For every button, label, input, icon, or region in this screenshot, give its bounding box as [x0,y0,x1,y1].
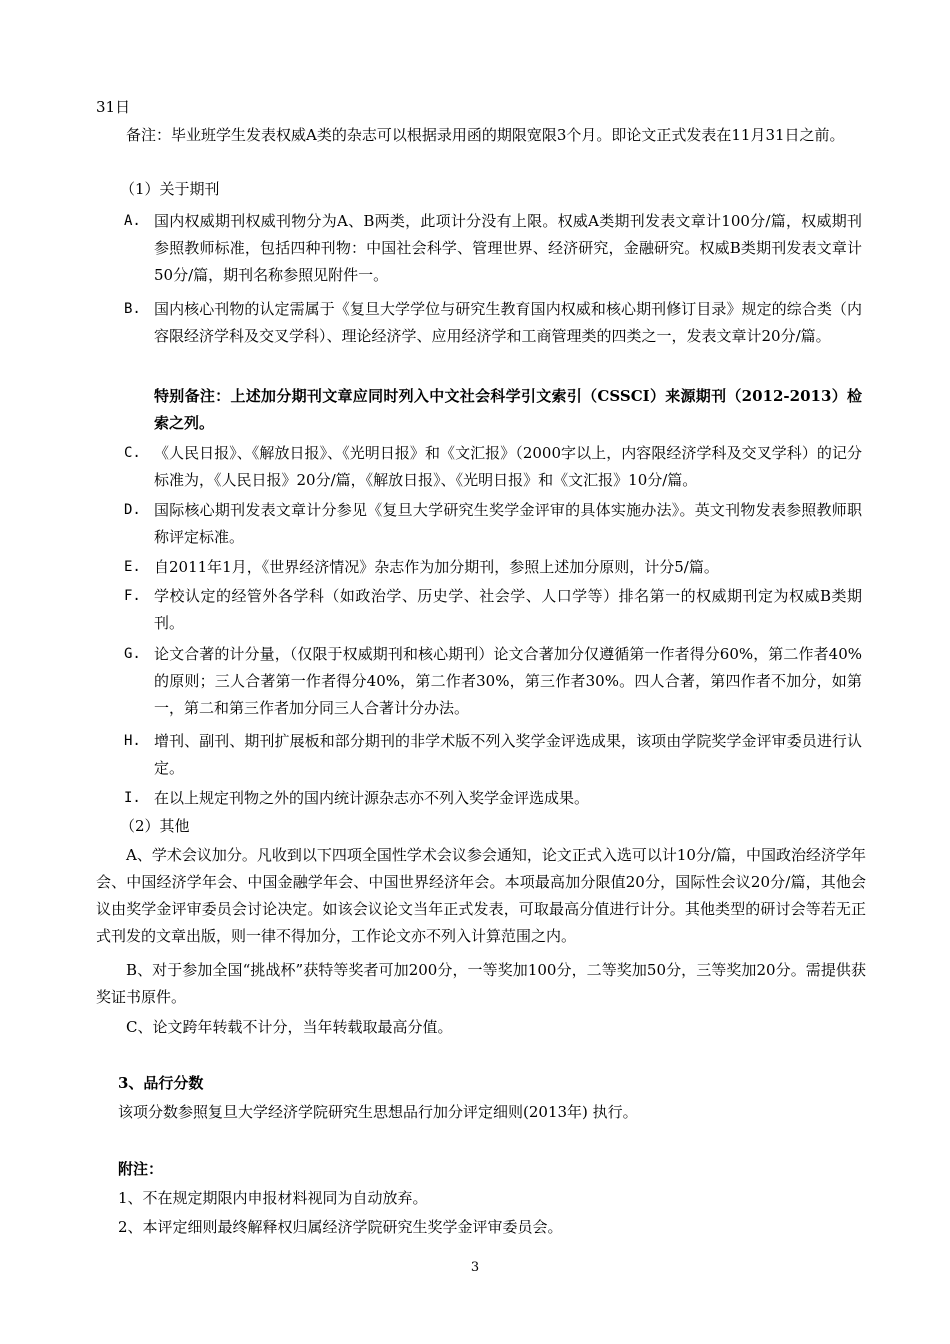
section-heading: 3、品行分数 [118,1074,204,1092]
reprint-paragraph: C、论文跨年转载不计分，当年转载取最高分值。 [126,1018,453,1036]
list-item-text: 自2011年1月，《世界经济情况》杂志作为加分期刊，参照上述加分原则，计分5/篇。 [154,558,719,576]
note-item: 1、不在规定期限内申报材料视同为自动放弃。 [118,1189,428,1207]
list-marker: F. [124,588,141,604]
page-number: 3 [470,1260,480,1275]
note-item: 2、本评定细则最终解释权归属经济学院研究生奖学金评审委员会。 [118,1218,563,1236]
list-item-text: 国际核心期刊发表文章计分参见《复旦大学研究生奖学金评审的具体实施办法》。英文刊物发表参照教师职称评定标准。 [154,501,862,546]
list-marker: C. [124,445,141,461]
list-marker: A. [124,213,141,229]
list-marker: I. [124,790,141,806]
remark-paragraph: 备注：毕业班学生发表权威A类的杂志可以根据录用函的期限宽限3个月。即论文正式发表在11月31日之前。 [126,126,845,144]
subsection-other: （2）其他 [120,817,190,835]
special-note-text: 特别备注：上述加分期刊文章应同时列入中文社会科学引文索引（CSSCI）来源期刊（2012-2013）检索之列。 [154,387,862,432]
list-marker: D. [124,502,141,518]
list-item-text: 国内核心刊物的认定需属于《复旦大学学位与研究生教育国内权威和核心期刊修订目录》规定的综合类（内容限经济学科及交叉学科）、理论经济学、应用经济学和工商管理类的四类之一，发表文章计20分/篇。 [154,300,862,345]
list-item-text: 学校认定的经管外各学科（如政治学、历史学、社会学、人口学等）排名第一的权威期刊定为权威B类期刊。 [154,587,862,632]
list-item-text: 论文合著的计分量，（仅限于权威期刊和核心期刊）论文合著加分仅遵循第一作者得分60%，第二作者40%的原则；三人合著第一作者得分40%，第二作者30%，第三作者30%。四人合著，第四作者不加分，如第一，第二和第三作者加分同三人合著计分办法。 [154,645,862,717]
challenge-cup-paragraph: B、对于参加全国“挑战杯”获特等奖者可加200分，一等奖加100分，二等奖加50分，三等奖加20分。需提供获奖证书原件。 [96,961,866,1006]
list-item-text: 增刊、副刊、期刊扩展板和部分期刊的非学术版不列入奖学金评选成果，该项由学院奖学金评审委员进行认定。 [154,732,862,777]
list-marker: E. [124,559,141,575]
notes-heading: 附注： [118,1160,164,1178]
list-item-text: 在以上规定刊物之外的国内统计源杂志亦不列入奖学金评选成果。 [154,789,590,807]
list-marker: G. [124,646,141,662]
text-line: 31日 [96,98,131,116]
subsection-journals: （1）关于期刊 [120,180,220,198]
list-item-text: 国内权威期刊权威刊物分为A、B两类，此项计分没有上限。权威A类期刊发表文章计100分/篇，权威期刊参照教师标准，包括四种刊物：中国社会科学、管理世界、经济研究，金融研究。权威B类期刊发表文章计50分/篇，期刊名称参照见附件一。 [154,212,862,284]
conduct-paragraph: 该项分数参照复旦大学经济学院研究生思想品行加分评定细则(2013年) 执行。 [118,1103,638,1121]
list-marker: B. [124,301,141,317]
list-marker: H. [124,733,141,749]
conference-paragraph: A、学术会议加分。凡收到以下四项全国性学术会议参会通知，论文正式入选可以计10分/篇，中国政治经济学年会、中国经济学年会、中国金融学年会、中国世界经济年会。本项最高加分限值20分，国际性会议20分/篇，其他会议由奖学金评审委员会讨论决定。如该会议论文当年正式发表，可取最高分值进行计分。其他类型的研讨会等若无正式刊发的文章出版，则一律不得加分，工作论文亦不列入计算范围之内。 [96,846,866,945]
list-item-text: 《人民日报》、《解放日报》、《光明日报》和《文汇报》（2000字以上，内容限经济学科及交叉学科）的记分标准为，《人民日报》20分/篇，《解放日报》、《光明日报》和《文汇报》10分/篇。 [154,444,862,489]
